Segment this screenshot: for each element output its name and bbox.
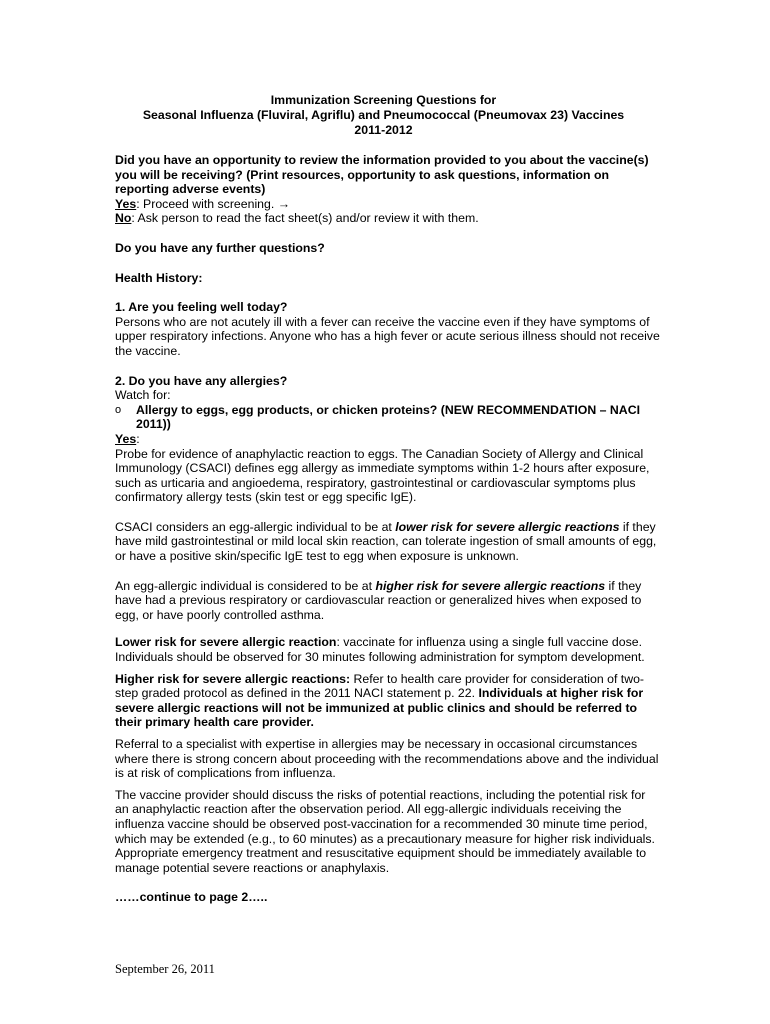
- review-question: Did you have an opportunity to review the information provided to you about the vaccine(s) you will be receiving? (Print resources, opportunity to ask questions, information on reporting adverse events): [115, 153, 649, 197]
- higher-risk-definition: [115, 579, 660, 623]
- q2-yes-label: Yes: [115, 431, 137, 446]
- lower-risk-label: Lower risk for severe allergic reaction: [115, 635, 337, 650]
- further-questions: Do you have any further questions?: [115, 240, 325, 255]
- bullet-text: Allergy to eggs, egg products, or chicken proteins? (NEW RECOMMENDATION – NACI 2011)): [136, 402, 640, 432]
- title-line-3: 2011-2012: [354, 123, 413, 137]
- q1-heading: 1. Are you feeling well today?: [115, 300, 288, 315]
- lower-risk-text: : vaccinate for influenza using a single full vaccine dose. Individuals should be observed for 30 minutes following administration for symptom development.: [115, 635, 645, 665]
- q2-yes-line: [115, 432, 660, 447]
- referral-paragraph: Referral to a specialist with expertise in allergies may be necessary in occasional circumstances where there is strong concern about proceeding with the recommendations above and the individual is at risk of complications from influenza.: [115, 737, 659, 781]
- health-history-heading: Health History:: [115, 270, 203, 285]
- review-no-line: [115, 211, 660, 226]
- csaci-emphasis: lower risk for severe allergic reactions: [395, 519, 620, 534]
- csaci-paragraph: [115, 520, 660, 564]
- q2-heading: 2. Do you have any allergies?: [115, 373, 288, 388]
- q2-watch-for: Watch for:: [115, 388, 171, 403]
- document-page: [115, 93, 660, 905]
- title-line-1: Immunization Screening Questions for: [270, 93, 497, 107]
- footer-date: September 26, 2011: [115, 962, 215, 976]
- q1-text: Persons who are not acutely ill with a fever can receive the vaccine even if they have symptoms of upper respiratory infections. Anyone who has a high fever or acute serious illness should not receive the vaccine.: [115, 314, 660, 358]
- higher-risk-bold-text: Individuals at higher risk for severe allergic reactions will not be immunized at public clinics and should be referred to their primary health care provider.: [115, 686, 644, 730]
- title-line-2: Seasonal Influenza (Fluviral, Agriflu) and Pneumococcal (Pneumovax 23) Vaccines: [142, 108, 625, 122]
- probe-text: Probe for evidence of anaphylactic reaction to eggs. The Canadian Society of Allergy and Clinical Immunology (CSACI) defines egg allergy as immediate symptoms within 1-2 hours after exposure, such as urticaria and angioedema, respiratory, gastrointestinal or cardiovascular symptoms plus confirmatory allergy tests (skin test or egg specific IgE).: [115, 446, 650, 505]
- hr-def-after: if they have had a previous respiratory or cardiovascular reaction or generalized hives when exposed to egg, or have poorly controlled asthma.: [115, 578, 642, 622]
- no-label: No: [115, 211, 132, 226]
- higher-risk-paragraph: [115, 672, 660, 730]
- document-title: [107, 93, 660, 138]
- csaci-after: if they have mild gastrointestinal or mild local skin reaction, can tolerate ingestion of small amounts of egg, or have a positive skin/specific IgE test to egg when exposure is unknown.: [115, 519, 657, 564]
- yes-text: : Proceed with screening. →: [136, 196, 290, 211]
- csaci-before: CSACI considers an egg-allergic individual to be at: [115, 519, 396, 534]
- bullet-mark: o: [115, 403, 122, 416]
- yes-label: Yes: [115, 196, 137, 211]
- higher-risk-label: Higher risk for severe allergic reactions:: [115, 671, 351, 686]
- lower-risk-paragraph: [115, 635, 660, 664]
- hr-def-emphasis: higher risk for severe allergic reactions: [375, 578, 606, 593]
- provider-paragraph: The vaccine provider should discuss the risks of potential reactions, including the potential risk for an anaphylactic reaction after the observation period. All egg-allergic individuals receiving the influenza vaccine should be observed post-vaccination for a recommended 30 minute time period, which may be extended (e.g., to 60 minutes) as a precautionary measure for higher risk individuals. Appropriate emergency treatment and resuscitative equipment should be immediately available to manage potential severe reactions or anaphylaxis.: [115, 787, 655, 875]
- no-text: : Ask person to read the fact sheet(s) and/or review it with them.: [131, 211, 479, 226]
- hr-def-before: An egg-allergic individual is considered to be at: [115, 578, 376, 593]
- higher-risk-text: Refer to health care provider for consideration of two-step graded protocol as defined in the 2011 NACI statement p. 22.: [115, 671, 645, 701]
- egg-allergy-bullet: [115, 403, 660, 432]
- continue-note: ……continue to page 2…..: [115, 890, 268, 905]
- q2-yes-colon: :: [136, 431, 140, 446]
- review-yes-line: [115, 197, 660, 212]
